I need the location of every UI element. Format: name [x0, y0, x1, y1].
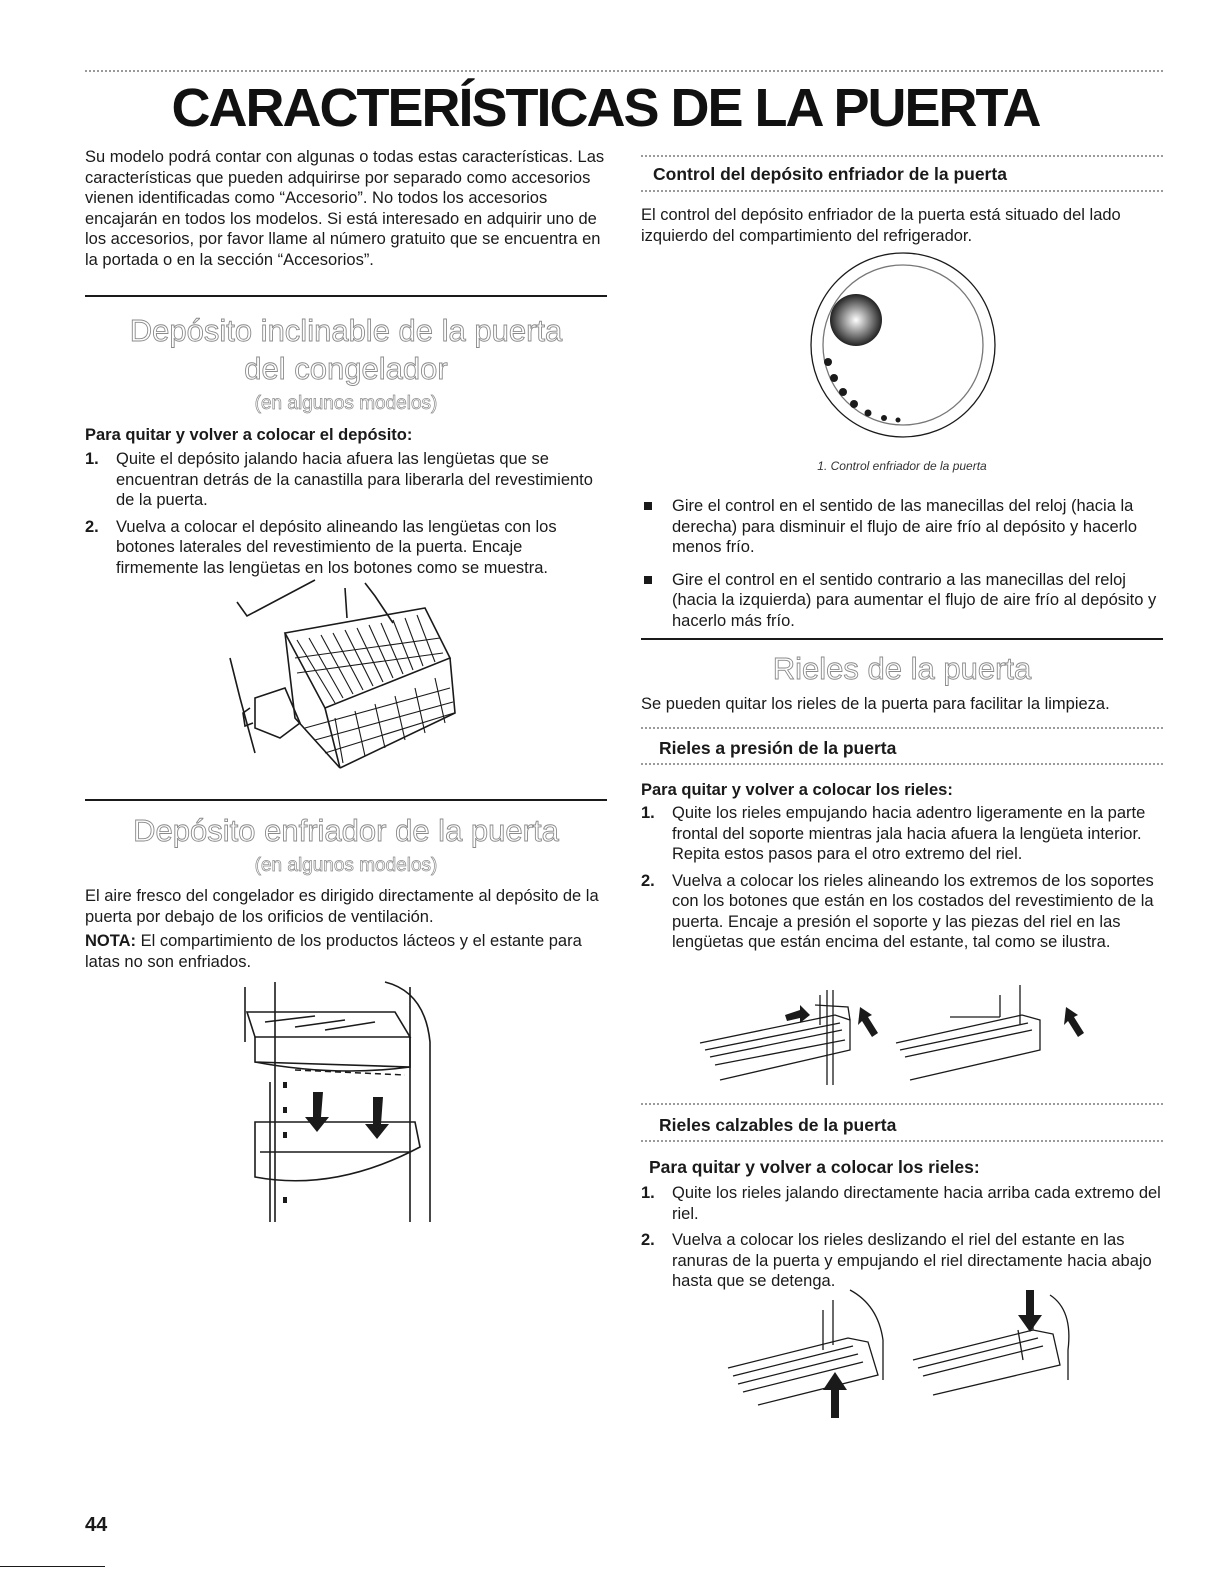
list-item: 1. Quite los rieles jalando directamente hacia arriba cada extremo del riel. [641, 1184, 1161, 1223]
page-number: 44 [85, 1514, 108, 1536]
dotted-rule [641, 763, 1163, 765]
wedge-rails-illustration [728, 1290, 1078, 1420]
page-title: CARACTERÍSTICAS DE LA PUERTA [171, 78, 1040, 138]
door-rails-text: Se pueden quitar los rieles de la puerta para facilitar la limpieza. [641, 695, 1110, 713]
list-item: 1. Quite el depósito jalando hacia afuera las lengüetas que se encuentran detrás de la canastilla para liberarla del revestimiento de la puerta. [85, 450, 593, 509]
list-item: 2. Vuelva a colocar el depósito alineando las lengüetas con los botones laterales del revestimiento de la puerta. Encaje firmemente las lengüetas en los botones como se muestra. [85, 517, 557, 577]
list-item: 1. Quite los rieles empujando hacia adentro ligeramente en la parte frontal del soporte mientras jala hacia afuera la lengüeta interior. Repita estos pasos para el otro extremo del riel. [641, 804, 1146, 863]
dotted-rule [641, 727, 1163, 729]
chiller-control-heading: Control del depósito enfriador de la puerta [653, 164, 1007, 184]
section-divider [85, 295, 607, 297]
door-rails-section [641, 650, 1163, 715]
tilt-bin-instruction-label: Para quitar y volver a colocar el depósito: [85, 426, 413, 444]
door-rails-heading: Rieles de la puerta [772, 651, 1032, 686]
chiller-bin-heading: Depósito enfriador de la puerta [133, 813, 559, 848]
tilt-bin-heading: Depósito inclinable de la puerta del congelador [129, 313, 563, 386]
snap-rails-heading: Rieles a presión de la puerta [659, 738, 897, 758]
dotted-rule [641, 190, 1163, 192]
knob-icon [830, 294, 882, 346]
footer-rule [0, 1566, 105, 1567]
chiller-bin-note: NOTA: El compartimiento de los productos lácteos y el estante para latas no son enfriados. [85, 932, 582, 971]
snap-rails-illustration [700, 985, 1110, 1090]
wedge-rails-heading: Rieles calzables de la puerta [659, 1115, 897, 1135]
chiller-control-dial [798, 250, 1008, 445]
list-item: 2. Vuelva a colocar los rieles alineando los extremos de los soportes con los botones que están en los costados del revestimiento de la puerta. Encaje a presión el soporte y las piezas del riel en las lengüetas que están encima del estante, tal como se ilustra. [641, 871, 1154, 951]
list-item: Gire el control en el sentido contrario a las manecillas del reloj (hacia la izquierda) para aumentar el flujo de aire frío al depósito y hacerlo más frío. [641, 570, 1163, 632]
chiller-control-bullets [641, 496, 1163, 643]
section-divider [85, 799, 607, 801]
chiller-bin-section [85, 812, 607, 972]
chiller-control-text: El control del depósito enfriador de la puerta está situado del lado izquierdo del compartimiento del refrigerador. [641, 206, 1121, 245]
chiller-bin-subheading: (en algunos modelos) [254, 855, 438, 876]
chiller-bin-illustration [225, 982, 445, 1227]
chiller-control-caption: 1. Control enfriador de la puerta [817, 459, 987, 473]
dotted-rule [641, 155, 1163, 157]
dotted-rule [641, 1103, 1163, 1105]
snap-rails-instructions [641, 780, 1163, 959]
wedge-rails-instructions [641, 1156, 1163, 1298]
tilt-bin-section [85, 312, 607, 584]
wedge-rails-instruction-label: Para quitar y volver a colocar los rieles: [649, 1157, 980, 1177]
snap-rails-steps [641, 803, 1163, 953]
snap-rails-instruction-label: Para quitar y volver a colocar los rieles: [641, 781, 953, 799]
note-label: NOTA: [85, 932, 137, 950]
intro-paragraph: Su modelo podrá contar con algunas o todas estas características. Las características que pueden adquirirse por separado como accesorios vienen identificadas como “Accesorio”. No todos los accesorios encajarán en todos los modelos. Si está interesado en adquirir uno de los accesorios, por favor llame al número gratuito que se encuentra en la portada o en la sección “Accesorios”. [85, 148, 605, 269]
section-divider [641, 638, 1163, 640]
dotted-rule [641, 1140, 1163, 1142]
list-item: 2. Vuelva a colocar los rieles deslizando el riel del estante en las ranuras de la puerta y empujando el riel directamente hacia abajo hasta que se detenga. [641, 1231, 1152, 1290]
list-item: Gire el control en el sentido de las manecillas del reloj (hacia la derecha) para disminuir el flujo de aire frío al depósito y hacerlo menos frío. [641, 496, 1163, 558]
bullet-square-icon [644, 502, 652, 510]
top-dotted-rule [85, 70, 1163, 72]
tilt-bin-steps [85, 449, 607, 578]
wedge-rails-steps [641, 1183, 1163, 1292]
tilt-bin-subheading: (en algunos modelos) [254, 393, 438, 414]
tilt-bin-illustration [225, 578, 475, 768]
bullet-square-icon [644, 576, 652, 584]
chiller-bin-text: El aire fresco del congelador es dirigido directamente al depósito de la puerta por debajo de los orificios de ventilación. [85, 887, 599, 926]
